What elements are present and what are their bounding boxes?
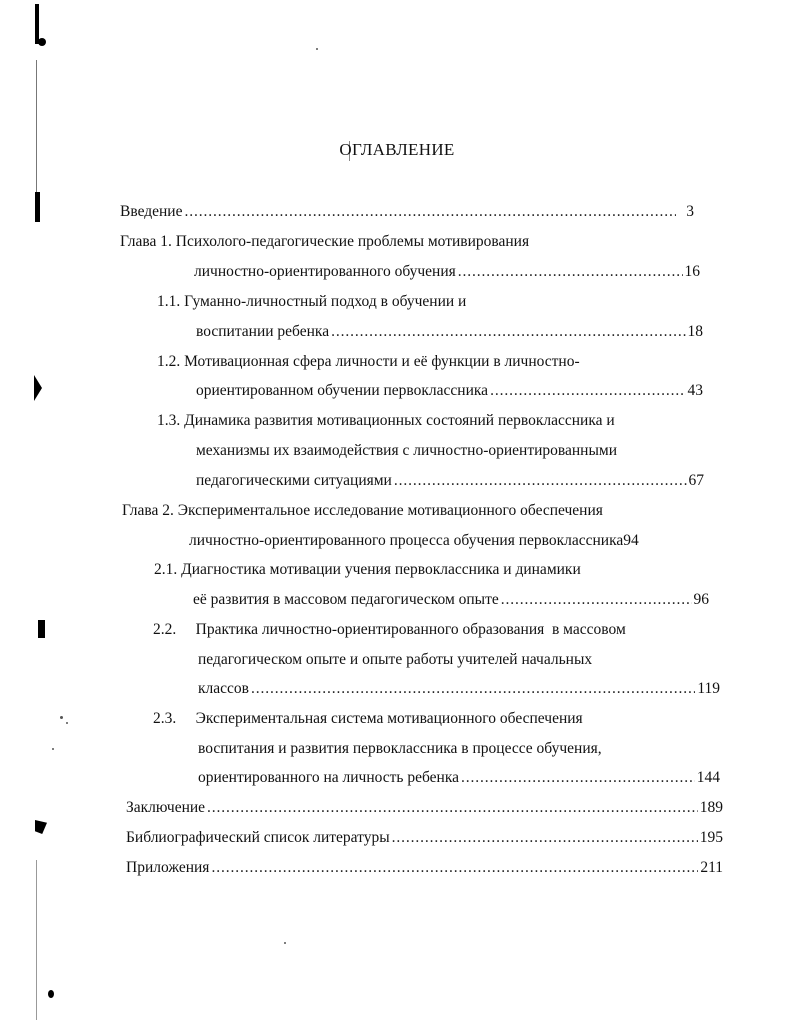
toc-entry-label: воспитании ребенка [196,323,330,340]
dot-leader [461,767,695,789]
dot-leader [331,321,685,343]
toc-entry-label: личностно-ориентированного процесса обучения первоклассника [189,532,624,549]
toc-entry-section-2-2-cont [198,649,592,671]
toc-entry-label: её развития в массовом педагогическом опыте [193,591,499,608]
toc-entry-label: механизмы их взаимодействия с личностно-ориентированными [196,442,617,459]
toc-entry-label: 1.3. Динамика развития мотивационных состояний первоклассника и [157,412,615,429]
dot-leader [394,470,687,492]
dot-leader [184,201,676,223]
toc-entry-conclusion [126,797,723,819]
dot-leader [211,857,698,879]
dot-leader [207,797,698,819]
toc-entry-label: личностно-ориентированного обучения [194,263,456,280]
toc-entry-label: Библиографический список литературы [126,829,390,846]
toc-entry-chapter-1-cont [194,261,700,283]
toc-entry-section-1-1 [157,291,466,313]
toc-entry-label: воспитания и развития первоклассника в процессе обучения, [198,740,602,757]
toc-entry-label: ориентированного на личность ребенка [198,769,460,786]
toc-entry-label: педагогическом опыте и опыте работы учителей начальных [198,651,593,668]
toc-entry-section-2-1-cont [193,589,709,611]
dot-leader [458,261,683,283]
toc-entry-label: ориентированном обучении первоклассника [196,382,489,399]
dot-leader [490,380,685,402]
toc-entry-label: 2.2. Практика личностно-ориентированного образования в массовом [153,621,626,638]
dot-leader [392,827,698,849]
toc-entry-section-1-3 [157,410,615,432]
toc-page-number: 119 [697,680,720,697]
toc-entry-section-2-3-cont2 [198,767,720,789]
toc-entry-section-2-3 [153,708,583,730]
toc-entry-section-2-2-cont2 [198,678,720,700]
toc-page-number: 16 [684,263,700,280]
toc-page-number: 3 [686,203,694,220]
toc-entry-label: 1.2. Мотивационная сфера личности и её функции в личностно- [157,353,580,370]
toc-entry-label: классов [198,680,249,697]
toc-page-number: 18 [687,323,703,340]
toc-page-number: 96 [693,591,709,608]
toc-entry-bibliography [126,827,723,849]
toc-entry-label: 2.3. Экспериментальная система мотивационного обеспечения [153,710,583,727]
toc-page-number: 43 [687,382,703,399]
toc-page-number: 195 [699,829,723,846]
toc-entry-label: Введение [120,203,183,220]
toc-entry-label: 1.1. Гуманно-личностный подход в обучении и [157,293,467,310]
toc-entry-label: Заключение [126,799,206,816]
toc-page-number: 67 [688,472,704,489]
toc-entry-chapter-1 [120,231,529,253]
toc-entry-section-1-1-cont [196,321,703,343]
toc-page-number: 94 [623,532,639,549]
toc-page-number: 144 [696,769,720,786]
toc-entry-section-1-2-cont [196,380,703,402]
toc-page-number: 189 [699,799,723,816]
toc-entry-section-2-1 [154,559,581,581]
toc-entry-section-1-2 [157,351,580,373]
toc-entry-label: 2.1. Диагностика мотивации учения первоклассника и динамики [154,561,581,578]
toc-entry-section-1-3-cont [196,440,617,462]
dot-leader [251,678,695,700]
toc-entry-section-2-2 [153,619,626,641]
toc-entry-label: педагогическими ситуациями [196,472,392,489]
page-title: ОГЛАВЛЕНИЕ [339,140,455,159]
toc-page-number: 211 [700,859,723,876]
toc-entry-introduction [120,201,694,223]
toc-entry-chapter-2 [122,500,603,522]
toc-entry-chapter-2-cont [189,530,639,552]
toc-entry-label: Глава 1. Психолого-педагогические проблемы мотивирования [120,233,530,250]
toc-entry-label: Приложения [126,859,210,876]
toc-entry-label: Глава 2. Экспериментальное исследование мотивационного обеспечения [122,502,603,519]
toc-entry-section-1-3-cont2 [196,470,704,492]
dot-leader [501,589,692,611]
toc-entry-appendices [126,857,723,879]
toc-entry-section-2-3-cont [198,738,602,760]
